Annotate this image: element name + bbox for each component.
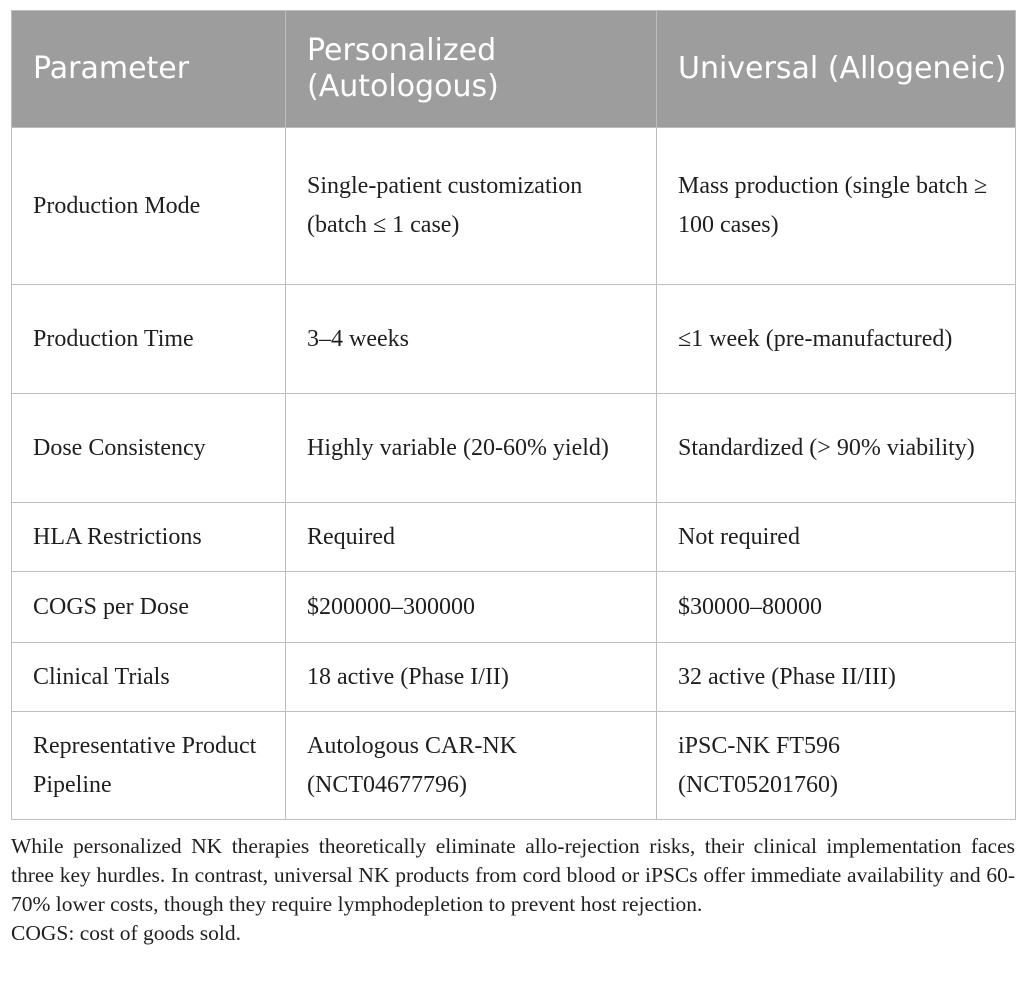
row-universal-value: $30000–80000 — [657, 572, 1016, 643]
row-personalized-value: Autologous CAR-NK (NCT04677796) — [286, 712, 657, 820]
row-universal-value: iPSC-NK FT596 (NCT05201760) — [657, 712, 1016, 820]
row-parameter: Clinical Trials — [12, 643, 286, 712]
footnote-abbreviation: COGS: cost of goods sold. — [11, 921, 241, 945]
header-row — [12, 11, 1016, 128]
row-universal-value: Not required — [657, 503, 1016, 572]
header-universal: Universal (Allogeneic) — [657, 11, 1016, 128]
row-personalized-value: 3–4 weeks — [286, 285, 657, 394]
table-row — [12, 394, 1016, 503]
row-personalized-value: Highly variable (20-60% yield) — [286, 394, 657, 503]
header-parameter: Parameter — [12, 11, 286, 128]
row-personalized-value: $200000–300000 — [286, 572, 657, 643]
row-personalized-value: 18 active (Phase I/II) — [286, 643, 657, 712]
row-personalized-value: Single-patient customization (batch ≤ 1 case) — [286, 128, 657, 285]
table-row — [12, 712, 1016, 820]
row-personalized-value: Required — [286, 503, 657, 572]
row-parameter: Production Time — [12, 285, 286, 394]
row-parameter: Dose Consistency — [12, 394, 286, 503]
row-parameter: COGS per Dose — [12, 572, 286, 643]
table-row — [12, 572, 1016, 643]
footnote-text: While personalized NK therapies theoretically eliminate allo-rejection risks, their clinical implementation faces three key hurdles. In contrast, universal NK products from cord blood or iPSCs offer immediate availability and 60-70% lower costs, though they require lymphodepletion to prevent host rejection. — [11, 834, 1015, 916]
row-universal-value: 32 active (Phase II/III) — [657, 643, 1016, 712]
row-parameter: Representative Product Pipeline — [12, 712, 286, 820]
row-universal-value: Standardized (> 90% viability) — [657, 394, 1016, 503]
header-personalized: Personalized (Autologous) — [286, 11, 657, 128]
table-row — [12, 128, 1016, 285]
comparison-table — [11, 10, 1016, 820]
row-universal-value: ≤1 week (pre-manufactured) — [657, 285, 1016, 394]
table-row — [12, 285, 1016, 394]
table-footnote — [11, 832, 1015, 948]
table-row — [12, 643, 1016, 712]
table-row — [12, 503, 1016, 572]
row-universal-value: Mass production (single batch ≥ 100 cases) — [657, 128, 1016, 285]
table-container — [11, 10, 1015, 948]
row-parameter: HLA Restrictions — [12, 503, 286, 572]
row-parameter: Production Mode — [12, 128, 286, 285]
